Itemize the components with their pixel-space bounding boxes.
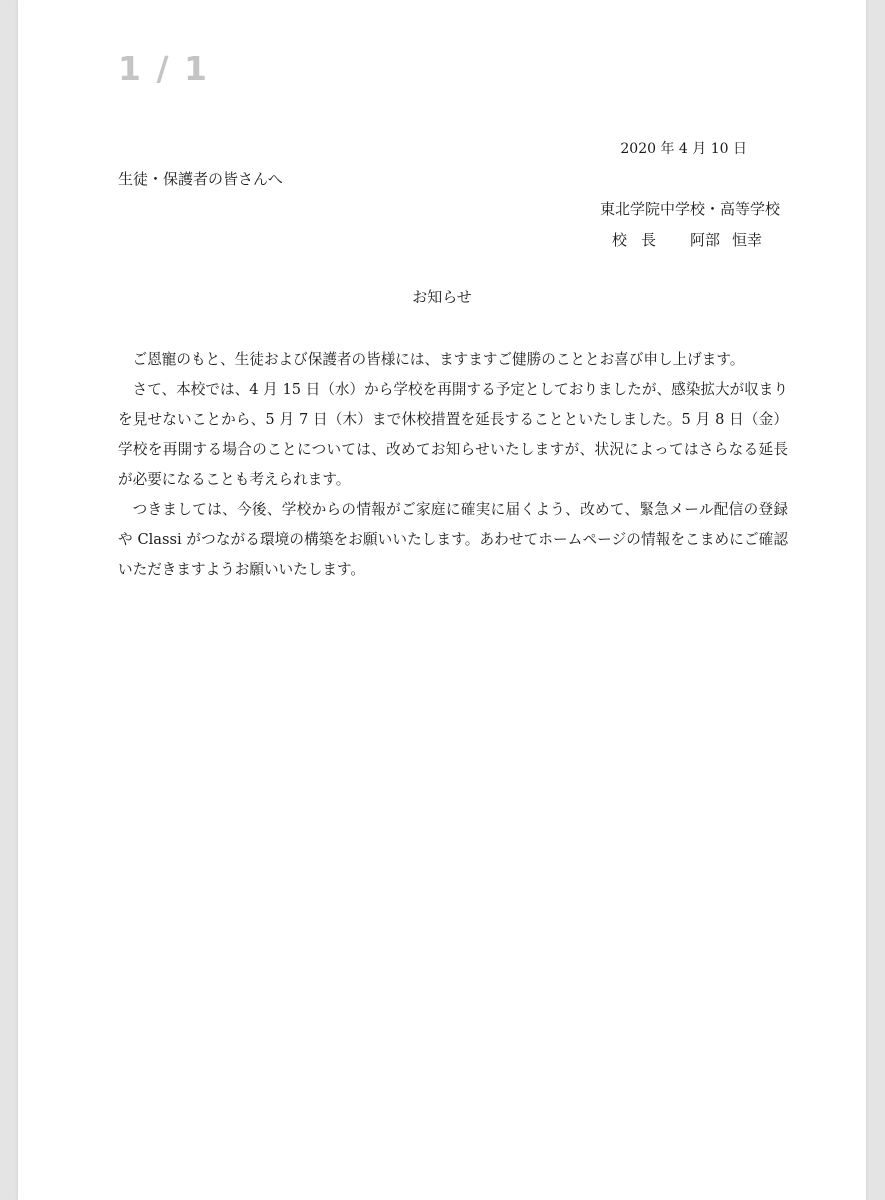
body-paragraph: ご恩寵のもと、生徒および保護者の皆様には、ますますご健勝のこととお喜び申し上げます。 [132, 351, 745, 368]
body-paragraph: つきましては、今後、学校からの情報がご家庭に確実に届くよう、改めて、緊急メール配信の登録や Classi がつながる環境の構築をお願いいたします。あわせてホームページの情報をこまめにご確認いただきますようお願いいたします。 [118, 501, 788, 578]
document-date: 2020 年 4 月 10 日 [620, 141, 747, 157]
body-paragraph: さて、本校では、4 月 15 日（水）から学校を再開する予定としておりましたが、感染拡大が収まりを見せないことから、5 月 7 日（木）まで休校措置を延長することといたしました。5 月 8 日（金）学校を再開する場合のことについては、改めてお知らせいたしますが、状況によってはさらなる延長が必要になることも考えられます。 [118, 381, 788, 488]
document-title: お知らせ [412, 288, 472, 306]
page-indicator: 1 / 1 [118, 49, 209, 88]
principal-signature [612, 231, 762, 249]
sender-organization: 東北学院中学校・高等学校 [599, 200, 780, 218]
principal-title-part2: 長 [640, 231, 656, 249]
principal-title-part1: 校 [611, 231, 627, 249]
addressee: 生徒・保護者の皆さんへ [118, 170, 283, 188]
document-page [18, 0, 866, 1200]
principal-given-name: 恒幸 [731, 231, 762, 249]
principal-surname: 阿部 [689, 231, 720, 249]
document-body [118, 345, 788, 585]
